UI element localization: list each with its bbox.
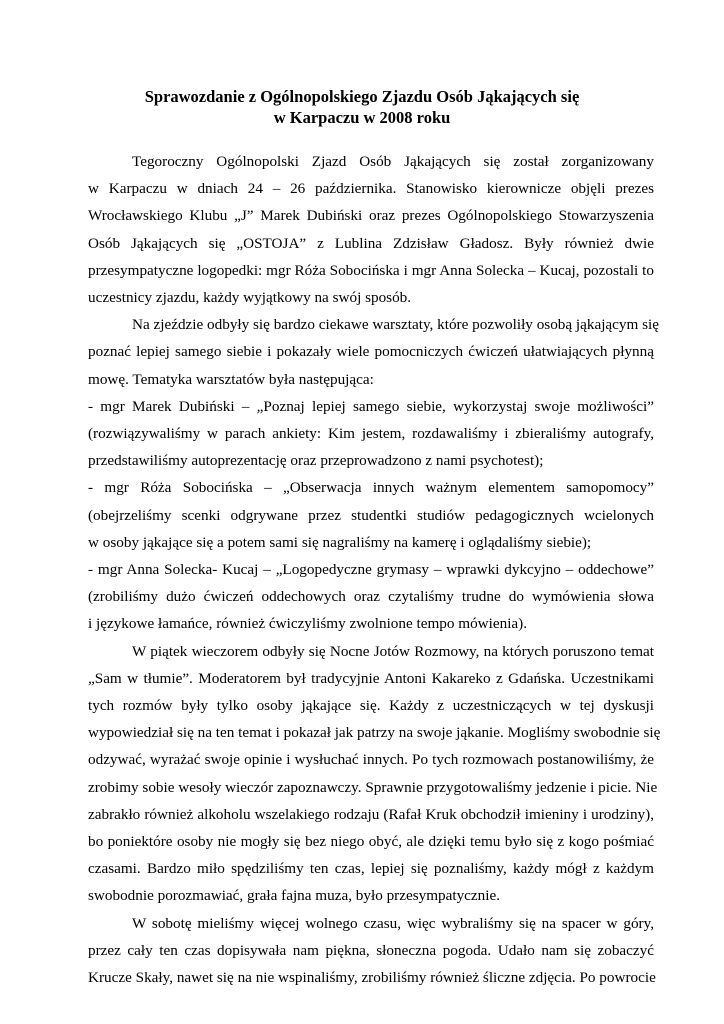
title-line-1: Sprawozdanie z Ogólnopolskiego Zjazdu Osób Jąkających się	[144, 87, 580, 106]
body-line: „Sam w tłumie”. Moderatorem był tradycyjnie Antoni Kakareko z Gdańska. Uczestnikami	[88, 669, 654, 687]
body-line: czasami. Bardzo miło spędziliśmy ten czas, lepiej się poznaliśmy, każdy mógł z każdym	[88, 860, 654, 878]
document-title	[0, 86, 724, 128]
body-line: tych rozmów były tylko osoby jąkające się. Każdy z uczestniczących w tej dyskusji	[88, 697, 654, 715]
body-line: odzywać, wyrażać swoje opinie i wysłuchać innych. Po tych rozmowach postanowiliśmy, że	[88, 751, 654, 769]
body-line: W piątek wieczorem odbyły się Nocne Jotów Rozmowy, na których poruszono temat	[132, 642, 654, 660]
body-line: w Karpaczu w dniach 24 – 26 października. Stanowisko kierownicze objęli prezes	[88, 180, 654, 198]
body-line: Krucze Skały, nawet się na nie wspinaliśmy, zrobiliśmy również śliczne zdjęcia. Po powrocie	[88, 969, 656, 987]
body-line: zrobimy sobie wesoły wieczór zapoznawczy. Sprawnie przygotowaliśmy jedzenie i picie. Nie	[88, 778, 658, 796]
body-line: przesympatyczne logopedki: mgr Róża Sobocińska i mgr Anna Solecka – Kucaj, pozostali to	[88, 261, 654, 279]
body-line: Wrocławskiego Klubu „J” Marek Dubiński oraz prezes Ogólnopolskiego Stowarzyszenia	[88, 207, 654, 225]
body-line: poznać lepiej samego siebie i pokazały wiele pomocniczych ćwiczeń ułatwiających płynną	[88, 343, 654, 361]
body-line: i językowe łamańce, również ćwiczyliśmy zwolnione tempo mówienia).	[88, 615, 528, 633]
body-line: (rozwiązywaliśmy w parach ankiety: Kim jestem, rozdawaliśmy i zbieraliśmy autografy,	[88, 425, 654, 443]
body-line: zabrakło również alkoholu wszelakiego rodzaju (Rafał Kruk obchodził imieniny i urodziny),	[88, 805, 654, 823]
body-line: - mgr Anna Solecka- Kucaj – „Logopedyczne grymasy – wprawki dykcyjno – oddechowe”	[88, 561, 654, 579]
body-line: swobodnie porozmawiać, grała fajna muza, było przesympatycznie.	[88, 887, 501, 905]
body-line: przedstawiliśmy autoprezentację oraz przeprowadzono z nami psychotest);	[88, 452, 544, 470]
body-line: - mgr Marek Dubiński – „Poznaj lepiej samego siebie, wykorzystaj swoje możliwości”	[88, 397, 654, 415]
body-line: w osoby jąkające się a potem sami się nagraliśmy na kamerę i oglądaliśmy siebie);	[88, 533, 592, 551]
body-line: (zrobiliśmy dużo ćwiczeń oddechowych oraz czytaliśmy trudne do wymówienia słowa	[88, 588, 654, 606]
body-line: bo poniektóre osoby nie mogły się bez niego obyć, ale dzięki temu było się z kogo pośmiać	[88, 833, 654, 851]
body-line: uczestnicy zjazdu, każdy wyjątkowy na swój sposób.	[88, 289, 412, 307]
document-body	[88, 148, 661, 991]
body-line: mowę. Tematyka warsztatów była następująca:	[88, 370, 374, 388]
body-line: wypowiedział się na ten temat i pokazał jak patrzy na swoje jąkanie. Mogliśmy swobodnie się	[88, 724, 661, 742]
body-line: - mgr Róża Sobocińska – „Obserwacja innych ważnym elementem samopomocy”	[88, 479, 654, 497]
body-line: (obejrzeliśmy scenki odgrywane przez studentki studiów pedagogicznych wcielonych	[88, 506, 654, 524]
body-line: Na zjeździe odbyły się bardzo ciekawe warsztaty, które pozwoliły osobą jąkającym się	[132, 316, 659, 334]
body-line: Osób Jąkających się „OSTOJA” z Lublina Zdzisław Gładosz. Były również dwie	[88, 234, 654, 252]
body-line: W sobotę mieliśmy więcej wolnego czasu, więc wybraliśmy się na spacer w góry,	[132, 914, 654, 932]
title-line-2: w Karpaczu w 2008 roku	[273, 108, 451, 127]
body-line: Tegoroczny Ogólnopolski Zjazd Osób Jąkających się został zorganizowany	[132, 153, 654, 170]
body-line: przez cały ten czas dopisywała nam piękna, słoneczna pogoda. Udało nam się zobaczyć	[88, 941, 654, 959]
